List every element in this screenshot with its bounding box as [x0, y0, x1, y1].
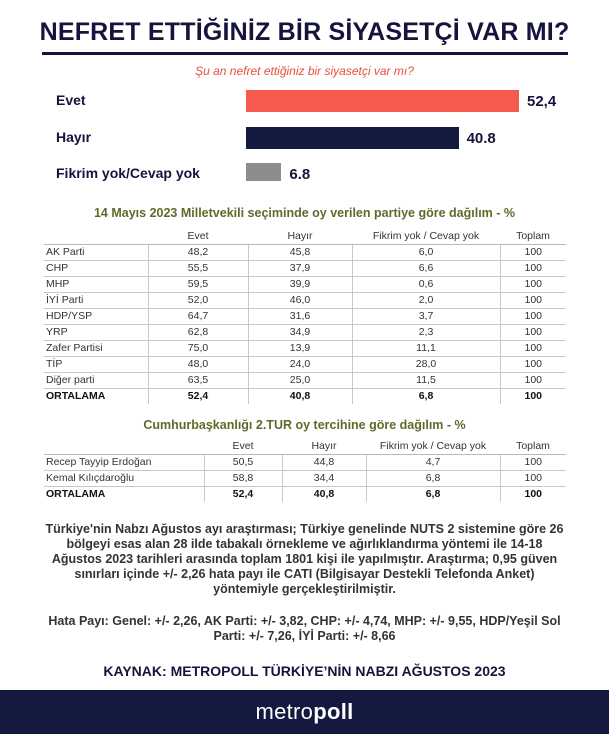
column-header: Fikrim yok / Cevap yok: [352, 228, 500, 244]
table-cell: 39,9: [248, 276, 352, 292]
chart-subtitle: Şu an nefret ettiğiniz bir siyasetçi var mı?: [195, 64, 414, 78]
table-cell: 52,4: [204, 486, 282, 502]
table-header-row: [44, 438, 566, 454]
table-cell: 4,7: [366, 454, 500, 470]
table-cell: 34,9: [248, 324, 352, 340]
party-table: [44, 228, 566, 404]
table-cell: 100: [500, 308, 566, 324]
table-row: [44, 324, 566, 340]
table-cell: 55,5: [148, 260, 248, 276]
table-cell: 11,5: [352, 372, 500, 388]
bar-label-1: Hayır: [56, 129, 92, 145]
logo-part-poll: poll: [313, 699, 354, 724]
margin-of-error-text: Hata Payı: Genel: +/- 2,26, AK Parti: +/- 3,82, CHP: +/- 4,74, MHP: +/- 9,55, HDP/Yeşil Sol Parti: +/- 7,26, İYİ Parti: +/- 8,66: [48, 614, 561, 643]
table-cell: 48,2: [148, 244, 248, 260]
table-cell: 0,6: [352, 276, 500, 292]
table-cell: 3,7: [352, 308, 500, 324]
table-cell: 100: [500, 260, 566, 276]
table-cell: 34,4: [282, 470, 366, 486]
table-cell: 100: [500, 454, 566, 470]
table-cell: 100: [500, 276, 566, 292]
row-label: MHP: [44, 276, 148, 292]
average-row: [44, 486, 566, 502]
table-row: [44, 454, 566, 470]
table-cell: 37,9: [248, 260, 352, 276]
table-cell: 100: [500, 388, 566, 404]
table-cell: 46,0: [248, 292, 352, 308]
column-header: Hayır: [248, 228, 352, 244]
row-label: HDP/YSP: [44, 308, 148, 324]
table-cell: 11,1: [352, 340, 500, 356]
column-header: [44, 228, 148, 244]
bar-label-2: Fikrim yok/Cevap yok: [56, 165, 200, 181]
column-header: [44, 438, 204, 454]
table-cell: 63,5: [148, 372, 248, 388]
table-cell: 45,8: [248, 244, 352, 260]
logo-part-metro: metro: [255, 699, 314, 724]
row-label: Diğer parti: [44, 372, 148, 388]
table-cell: 64,7: [148, 308, 248, 324]
table-cell: 100: [500, 292, 566, 308]
average-row: [44, 388, 566, 404]
bar-2: [246, 163, 281, 181]
table-cell: 100: [500, 340, 566, 356]
table-cell: 59,5: [148, 276, 248, 292]
bar-value-2: 6.8: [289, 166, 311, 183]
row-label: YRP: [44, 324, 148, 340]
table-row: [44, 260, 566, 276]
table-cell: 52,0: [148, 292, 248, 308]
table-cell: 25,0: [248, 372, 352, 388]
table-cell: 100: [500, 372, 566, 388]
page-title: NEFRET ETTİĞİNİZ BİR SİYASETÇİ VAR MI?: [39, 18, 570, 46]
column-header: Toplam: [500, 438, 566, 454]
bar-1: [246, 127, 459, 149]
table-cell: 6,0: [352, 244, 500, 260]
table-cell: 50,5: [204, 454, 282, 470]
table-row: [44, 308, 566, 324]
table-cell: 100: [500, 324, 566, 340]
table-cell: 48,0: [148, 356, 248, 372]
column-header: Evet: [204, 438, 282, 454]
table-cell: 6,8: [366, 486, 500, 502]
title-underline: [42, 52, 568, 55]
column-header: Toplam: [500, 228, 566, 244]
table-cell: 100: [500, 244, 566, 260]
table-cell: 100: [500, 486, 566, 502]
column-header: Fikrim yok / Cevap yok: [366, 438, 500, 454]
table-cell: 44,8: [282, 454, 366, 470]
row-label: İYİ Parti: [44, 292, 148, 308]
table-cell: 58,8: [204, 470, 282, 486]
column-header: Hayır: [282, 438, 366, 454]
table-cell: 13,9: [248, 340, 352, 356]
runoff-table: [44, 438, 566, 502]
row-label: ORTALAMA: [46, 390, 106, 403]
table-row: [44, 292, 566, 308]
table-cell: 6,8: [352, 388, 500, 404]
row-label: Kemal Kılıçdaroğlu: [44, 470, 204, 486]
table-cell: 100: [500, 356, 566, 372]
runoff-table-title: Cumhurbaşkanlığı 2.TUR oy tercihine göre dağılım - %: [143, 418, 466, 432]
table-cell: 75,0: [148, 340, 248, 356]
bar-label-0: Evet: [56, 92, 86, 108]
methodology-text: Türkiye'nin Nabzı Ağustos ayı araştırması; Türkiye genelinde NUTS 2 sistemine göre 26 bölgeyi esas alan 28 ilde tabakalı örnekleme ve ağırlıklandırma yöntemi ile 14-18 Ağustos 2023 tarihleri arasında toplam 1801 kişi ile yapılmıştır. Araştırma; 0,95 güven sınırları içinde +/- 2,26 hata payı ile CATI (Bilgisayar Destekli Telefonda Anket) yöntemiyle gerçekleştirilmiştir.: [45, 522, 564, 596]
table-header-row: [44, 228, 566, 244]
table-cell: 31,6: [248, 308, 352, 324]
table-cell: 6,8: [366, 470, 500, 486]
table-cell: 52,4: [148, 388, 248, 404]
source-text: KAYNAK: METROPOLL TÜRKİYE’NİN NABZI AĞUSTOS 2023: [103, 663, 506, 679]
table-cell: 6,6: [352, 260, 500, 276]
row-label: Zafer Partisi: [44, 340, 148, 356]
row-label: TİP: [44, 356, 148, 372]
table-cell: 24,0: [248, 356, 352, 372]
row-label: CHP: [44, 260, 148, 276]
table-cell: 40,8: [248, 388, 352, 404]
table-row: [44, 470, 566, 486]
row-label: AK Parti: [44, 244, 148, 260]
table-row: [44, 340, 566, 356]
table-cell: 2,0: [352, 292, 500, 308]
table-row: [44, 244, 566, 260]
bar-value-1: 40.8: [466, 130, 496, 147]
column-header: Evet: [148, 228, 248, 244]
table-row: [44, 276, 566, 292]
row-label: Recep Tayyip Erdoğan: [44, 454, 204, 470]
table-cell: 40,8: [282, 486, 366, 502]
table-row: [44, 356, 566, 372]
metropoll-logo: [255, 699, 353, 725]
table-cell: 100: [500, 470, 566, 486]
row-label: ORTALAMA: [46, 488, 106, 501]
table-cell: 62,8: [148, 324, 248, 340]
footer-banner: [0, 690, 609, 734]
table-cell: 2,3: [352, 324, 500, 340]
bar-value-0: 52,4: [527, 93, 557, 110]
party-table-title: 14 Mayıs 2023 Milletvekili seçiminde oy verilen partiye göre dağılım - %: [93, 206, 515, 220]
table-cell: 28,0: [352, 356, 500, 372]
table-row: [44, 372, 566, 388]
bar-0: [246, 90, 519, 112]
